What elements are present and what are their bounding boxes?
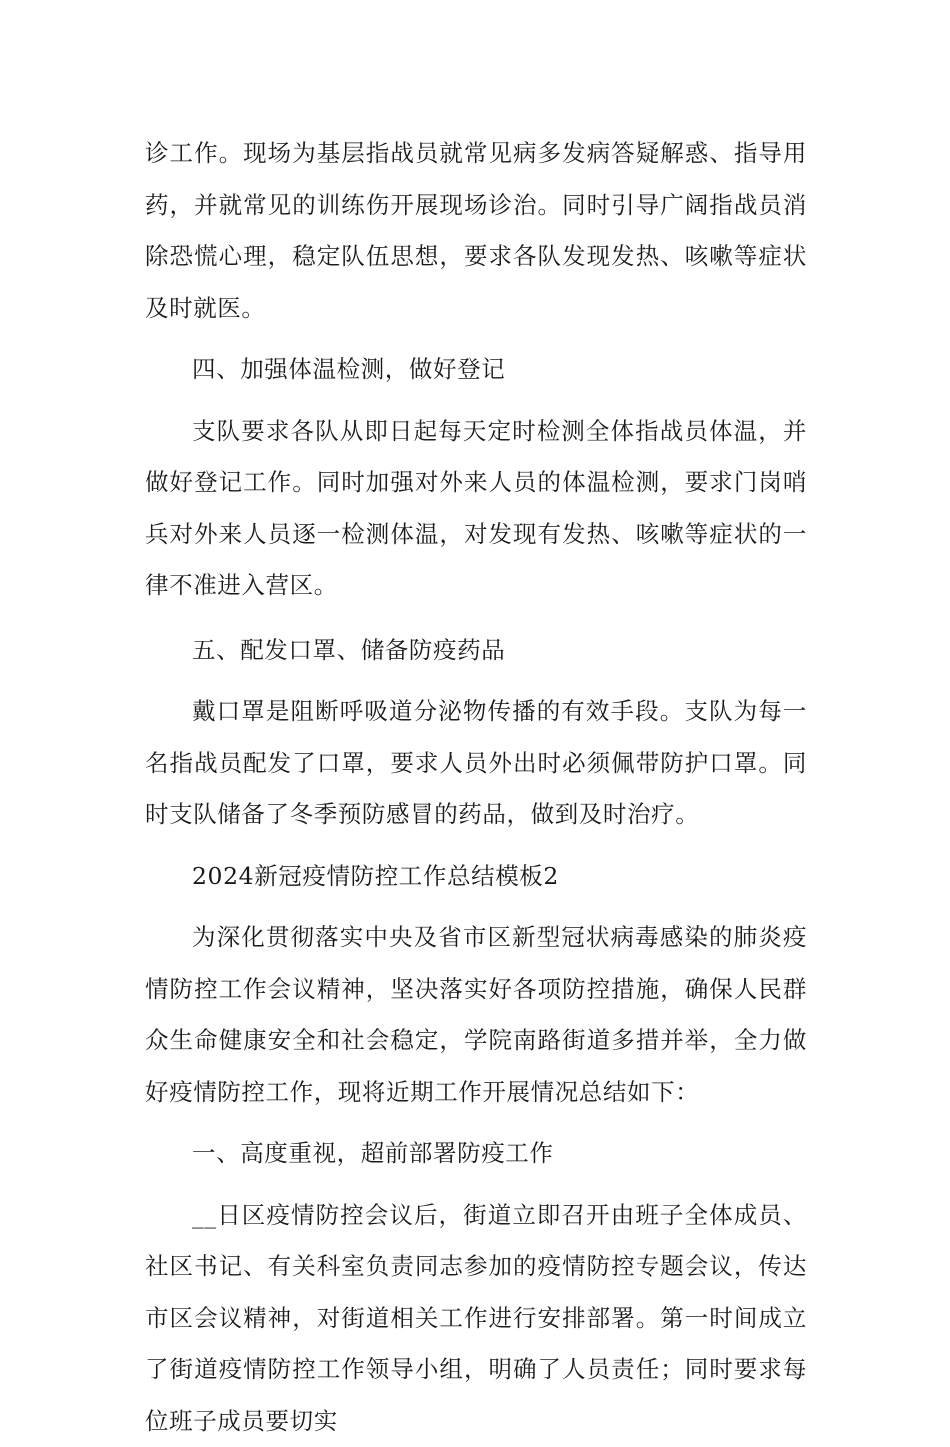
heading-temperature-check: 四、加强体温检测，做好登记	[145, 344, 807, 396]
heading-masks-medicine: 五、配发口罩、储备防疫药品	[145, 625, 807, 677]
paragraph-meeting: __日区疫情防控会议后，街道立即召开由班子全体成员、社区书记、有关科室负责同志参加的疫情防控专题会议，传达市区会议精神，对街道相关工作进行安排部署。第一时间成立了街道疫情防控工作领导小组，明确了人员责任；同时要求每位班子成员要切实	[145, 1190, 807, 1447]
paragraph-temperature-check: 支队要求各队从即日起每天定时检测全体指战员体温，并做好登记工作。同时加强对外来人员的体温检测，要求门岗哨兵对外来人员逐一检测体温，对发现有发热、咳嗽等症状的一律不准进入营区。	[145, 406, 807, 612]
heading-high-priority: 一、高度重视，超前部署防疫工作	[145, 1128, 807, 1180]
paragraph-masks-medicine: 戴口罩是阻断呼吸道分泌物传播的有效手段。支队为每一名指战员配发了口罩，要求人员外出时必须佩带防护口罩。同时支队储备了冬季预防感冒的药品，做到及时治疗。	[145, 686, 807, 841]
paragraph-intro: 为深化贯彻落实中央及省市区新型冠状病毒感染的肺炎疫情防控工作会议精神，坚决落实好各项防控措施，确保人民群众生命健康安全和社会稳定，学院南路街道多措并举，全力做好疫情防控工作，现将近期工作开展情况总结如下：	[145, 912, 807, 1118]
document-body	[145, 128, 807, 1447]
template-title: 2024新冠疫情防控工作总结模板2	[145, 851, 807, 903]
paragraph-medical-diagnosis: 诊工作。现场为基层指战员就常见病多发病答疑解惑、指导用药，并就常见的训练伤开展现场诊治。同时引导广阔指战员消除恐慌心理，稳定队伍思想，要求各队发现发热、咳嗽等症状及时就医。	[145, 128, 807, 334]
